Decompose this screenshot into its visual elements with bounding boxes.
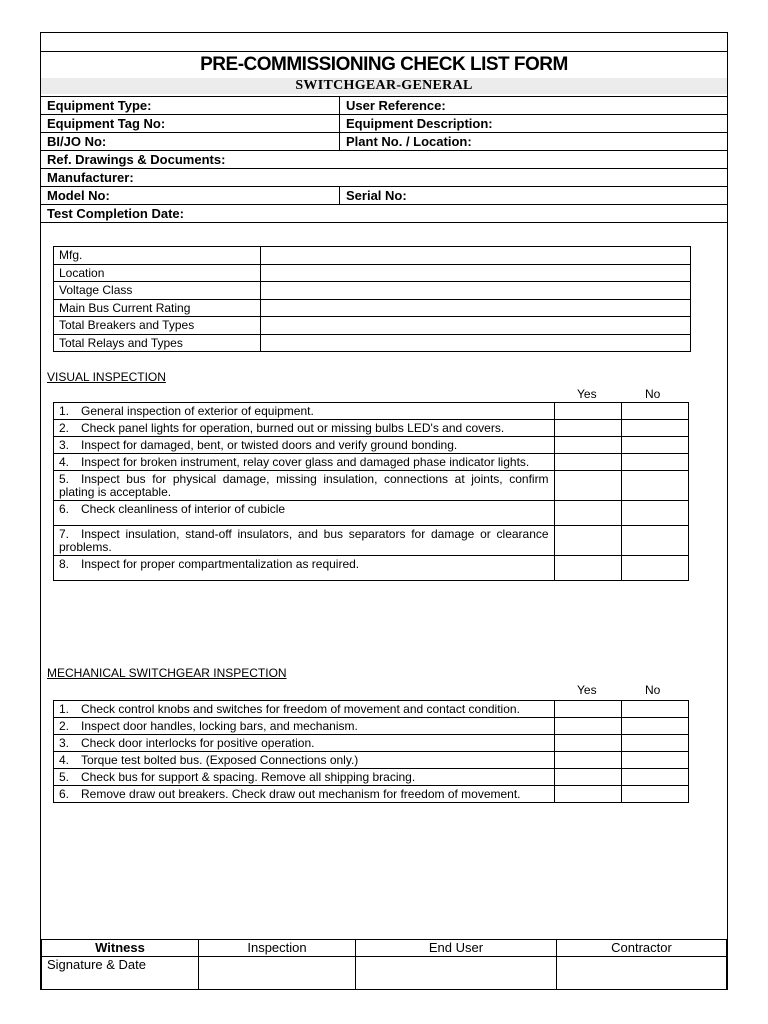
contractor-header: Contractor bbox=[557, 940, 727, 957]
header-row-test-date bbox=[41, 204, 727, 222]
equipment-spec-table bbox=[53, 246, 691, 352]
contractor-signature-cell[interactable] bbox=[557, 957, 727, 990]
top-strip bbox=[41, 33, 727, 52]
item-text: Inspect bus for physical damage, missing insulation, connections at joints, confirm plating is acceptable. bbox=[59, 472, 549, 499]
signature-row bbox=[42, 957, 727, 990]
header-row-tag bbox=[41, 114, 727, 132]
spec-value-cell[interactable] bbox=[261, 264, 691, 282]
visual-no-header: No bbox=[645, 387, 661, 401]
form-subtitle: SWITCHGEAR-GENERAL bbox=[41, 78, 727, 94]
checklist-row bbox=[54, 769, 689, 786]
checklist-item bbox=[54, 471, 555, 501]
item-text: Check bus for support & spacing. Remove all shipping bracing. bbox=[81, 770, 416, 784]
no-box[interactable] bbox=[621, 403, 688, 420]
no-box[interactable] bbox=[621, 752, 688, 769]
yes-box[interactable] bbox=[554, 752, 621, 769]
no-box[interactable] bbox=[621, 718, 688, 735]
no-box[interactable] bbox=[621, 420, 688, 437]
yes-box[interactable] bbox=[554, 471, 621, 501]
spec-label: Mfg. bbox=[54, 247, 261, 265]
mechanical-no-header: No bbox=[645, 683, 661, 697]
item-number: 5. bbox=[59, 770, 70, 784]
spec-value-cell[interactable] bbox=[261, 317, 691, 335]
item-number: 8. bbox=[59, 557, 70, 571]
checklist-row bbox=[54, 437, 689, 454]
no-box[interactable] bbox=[621, 701, 688, 718]
mechanical-yes-header: Yes bbox=[577, 683, 597, 697]
spec-label: Total Relays and Types bbox=[54, 334, 261, 352]
yes-box[interactable] bbox=[554, 403, 621, 420]
checklist-row bbox=[54, 556, 689, 581]
header-row-model bbox=[41, 186, 727, 204]
spec-row bbox=[54, 299, 691, 317]
item-number: 6. bbox=[59, 502, 70, 516]
header-row-bijo bbox=[41, 132, 727, 150]
checklist-item bbox=[54, 556, 555, 581]
checklist-row bbox=[54, 718, 689, 735]
item-number: 6. bbox=[59, 787, 70, 801]
signature-header-row bbox=[42, 940, 727, 957]
yes-box[interactable] bbox=[554, 556, 621, 581]
no-box[interactable] bbox=[621, 471, 688, 501]
equipment-type-label: Equipment Type: bbox=[47, 98, 152, 113]
checklist-row bbox=[54, 752, 689, 769]
ref-drawings-label: Ref. Drawings & Documents: bbox=[47, 152, 226, 167]
spec-row bbox=[54, 317, 691, 335]
yes-box[interactable] bbox=[554, 735, 621, 752]
no-box[interactable] bbox=[621, 735, 688, 752]
yes-box[interactable] bbox=[554, 786, 621, 803]
visual-inspection-table bbox=[53, 402, 689, 581]
checklist-row bbox=[54, 526, 689, 556]
signature-table bbox=[41, 939, 727, 990]
spec-row bbox=[54, 282, 691, 300]
yes-box[interactable] bbox=[554, 420, 621, 437]
item-number: 1. bbox=[59, 702, 70, 716]
serial-no-label: Serial No: bbox=[346, 188, 407, 203]
no-box[interactable] bbox=[621, 786, 688, 803]
item-number: 7. bbox=[59, 527, 70, 541]
item-text: Check cleanliness of interior of cubicle bbox=[81, 502, 286, 516]
spec-row bbox=[54, 264, 691, 282]
item-text: Inspect for broken instrument, relay cover glass and damaged phase indicator lights. bbox=[81, 455, 530, 469]
visual-inspection-heading: VISUAL INSPECTION bbox=[47, 370, 166, 384]
spec-row bbox=[54, 247, 691, 265]
yes-box[interactable] bbox=[554, 454, 621, 471]
spec-value-cell[interactable] bbox=[261, 334, 691, 352]
header-row-drawings bbox=[41, 150, 727, 168]
equipment-description-label: Equipment Description: bbox=[346, 116, 493, 131]
checklist-item bbox=[54, 437, 555, 454]
item-text: Torque test bolted bus. (Exposed Connections only.) bbox=[81, 753, 359, 767]
manufacturer-label: Manufacturer: bbox=[47, 170, 134, 185]
no-box[interactable] bbox=[621, 454, 688, 471]
yes-box[interactable] bbox=[554, 718, 621, 735]
mechanical-inspection-heading: MECHANICAL SWITCHGEAR INSPECTION bbox=[47, 666, 287, 680]
mechanical-inspection-table bbox=[53, 700, 689, 803]
checklist-form bbox=[40, 32, 728, 990]
yes-box[interactable] bbox=[554, 437, 621, 454]
no-box[interactable] bbox=[621, 556, 688, 581]
yes-box[interactable] bbox=[554, 701, 621, 718]
bi-jo-label: BI/JO No: bbox=[47, 134, 107, 149]
spec-row bbox=[54, 334, 691, 352]
item-number: 4. bbox=[59, 455, 70, 469]
item-text: Inspect for damaged, bent, or twisted doors and verify ground bonding. bbox=[81, 438, 458, 452]
checklist-item bbox=[54, 403, 555, 420]
checklist-row bbox=[54, 471, 689, 501]
end-user-header: End User bbox=[356, 940, 557, 957]
signature-date-label: Signature & Date bbox=[42, 957, 199, 990]
checklist-item bbox=[54, 752, 555, 769]
checklist-row bbox=[54, 701, 689, 718]
checklist-row bbox=[54, 501, 689, 526]
witness-header: Witness bbox=[42, 940, 199, 957]
no-box[interactable] bbox=[621, 437, 688, 454]
model-no-label: Model No: bbox=[47, 188, 110, 203]
item-number: 1. bbox=[59, 404, 70, 418]
item-number: 3. bbox=[59, 736, 70, 750]
item-number: 2. bbox=[59, 421, 70, 435]
spec-label: Main Bus Current Rating bbox=[54, 299, 261, 317]
checklist-row bbox=[54, 786, 689, 803]
yes-box[interactable] bbox=[554, 526, 621, 556]
spec-label: Voltage Class bbox=[54, 282, 261, 300]
item-number: 5. bbox=[59, 472, 70, 486]
plant-location-label: Plant No. / Location: bbox=[346, 134, 472, 149]
spec-label: Location bbox=[54, 264, 261, 282]
no-box[interactable] bbox=[621, 501, 688, 526]
spec-value-cell[interactable] bbox=[261, 247, 691, 265]
item-text: Remove draw out breakers. Check draw out mechanism for freedom of movement. bbox=[81, 787, 521, 801]
checklist-item bbox=[54, 454, 555, 471]
item-text: Inspect for proper compartmentalization as required. bbox=[81, 557, 360, 571]
item-text: Check control knobs and switches for freedom of movement and contact condition. bbox=[81, 702, 520, 716]
header-divider bbox=[41, 222, 727, 223]
checklist-item bbox=[54, 420, 555, 437]
checklist-row bbox=[54, 735, 689, 752]
checklist-row bbox=[54, 454, 689, 471]
spec-value-cell[interactable] bbox=[261, 299, 691, 317]
spec-label: Total Breakers and Types bbox=[54, 317, 261, 335]
item-number: 2. bbox=[59, 719, 70, 733]
inspection-signature-cell[interactable] bbox=[199, 957, 356, 990]
header-row-equipment-type bbox=[41, 96, 727, 114]
no-box[interactable] bbox=[621, 769, 688, 786]
form-title: PRE-COMMISSIONING CHECK LIST FORM bbox=[200, 54, 568, 75]
header-row-manufacturer bbox=[41, 168, 727, 186]
item-number: 3. bbox=[59, 438, 70, 452]
user-reference-label: User Reference: bbox=[346, 98, 446, 113]
checklist-item bbox=[54, 735, 555, 752]
checklist-item bbox=[54, 526, 555, 556]
item-text: Inspect insulation, stand-off insulators, and bus separators for damage or clearance problems. bbox=[59, 527, 549, 554]
item-text: Check door interlocks for positive operation. bbox=[81, 736, 315, 750]
end-user-signature-cell[interactable] bbox=[356, 957, 557, 990]
item-text: Inspect door handles, locking bars, and mechanism. bbox=[81, 719, 358, 733]
item-text: General inspection of exterior of equipment. bbox=[81, 404, 314, 418]
visual-yes-header: Yes bbox=[577, 387, 597, 401]
checklist-row bbox=[54, 420, 689, 437]
spec-value-cell[interactable] bbox=[261, 282, 691, 300]
test-completion-date-label: Test Completion Date: bbox=[47, 206, 184, 221]
checklist-item bbox=[54, 786, 555, 803]
item-number: 4. bbox=[59, 753, 70, 767]
inspection-header: Inspection bbox=[199, 940, 356, 957]
yes-box[interactable] bbox=[554, 769, 621, 786]
item-text: Check panel lights for operation, burned out or missing bulbs LED's and covers. bbox=[81, 421, 505, 435]
no-box[interactable] bbox=[621, 526, 688, 556]
checklist-item bbox=[54, 718, 555, 735]
equipment-tag-label: Equipment Tag No: bbox=[47, 116, 166, 131]
yes-box[interactable] bbox=[554, 501, 621, 526]
checklist-item bbox=[54, 501, 555, 526]
checklist-item bbox=[54, 769, 555, 786]
checklist-row bbox=[54, 403, 689, 420]
checklist-item bbox=[54, 701, 555, 718]
